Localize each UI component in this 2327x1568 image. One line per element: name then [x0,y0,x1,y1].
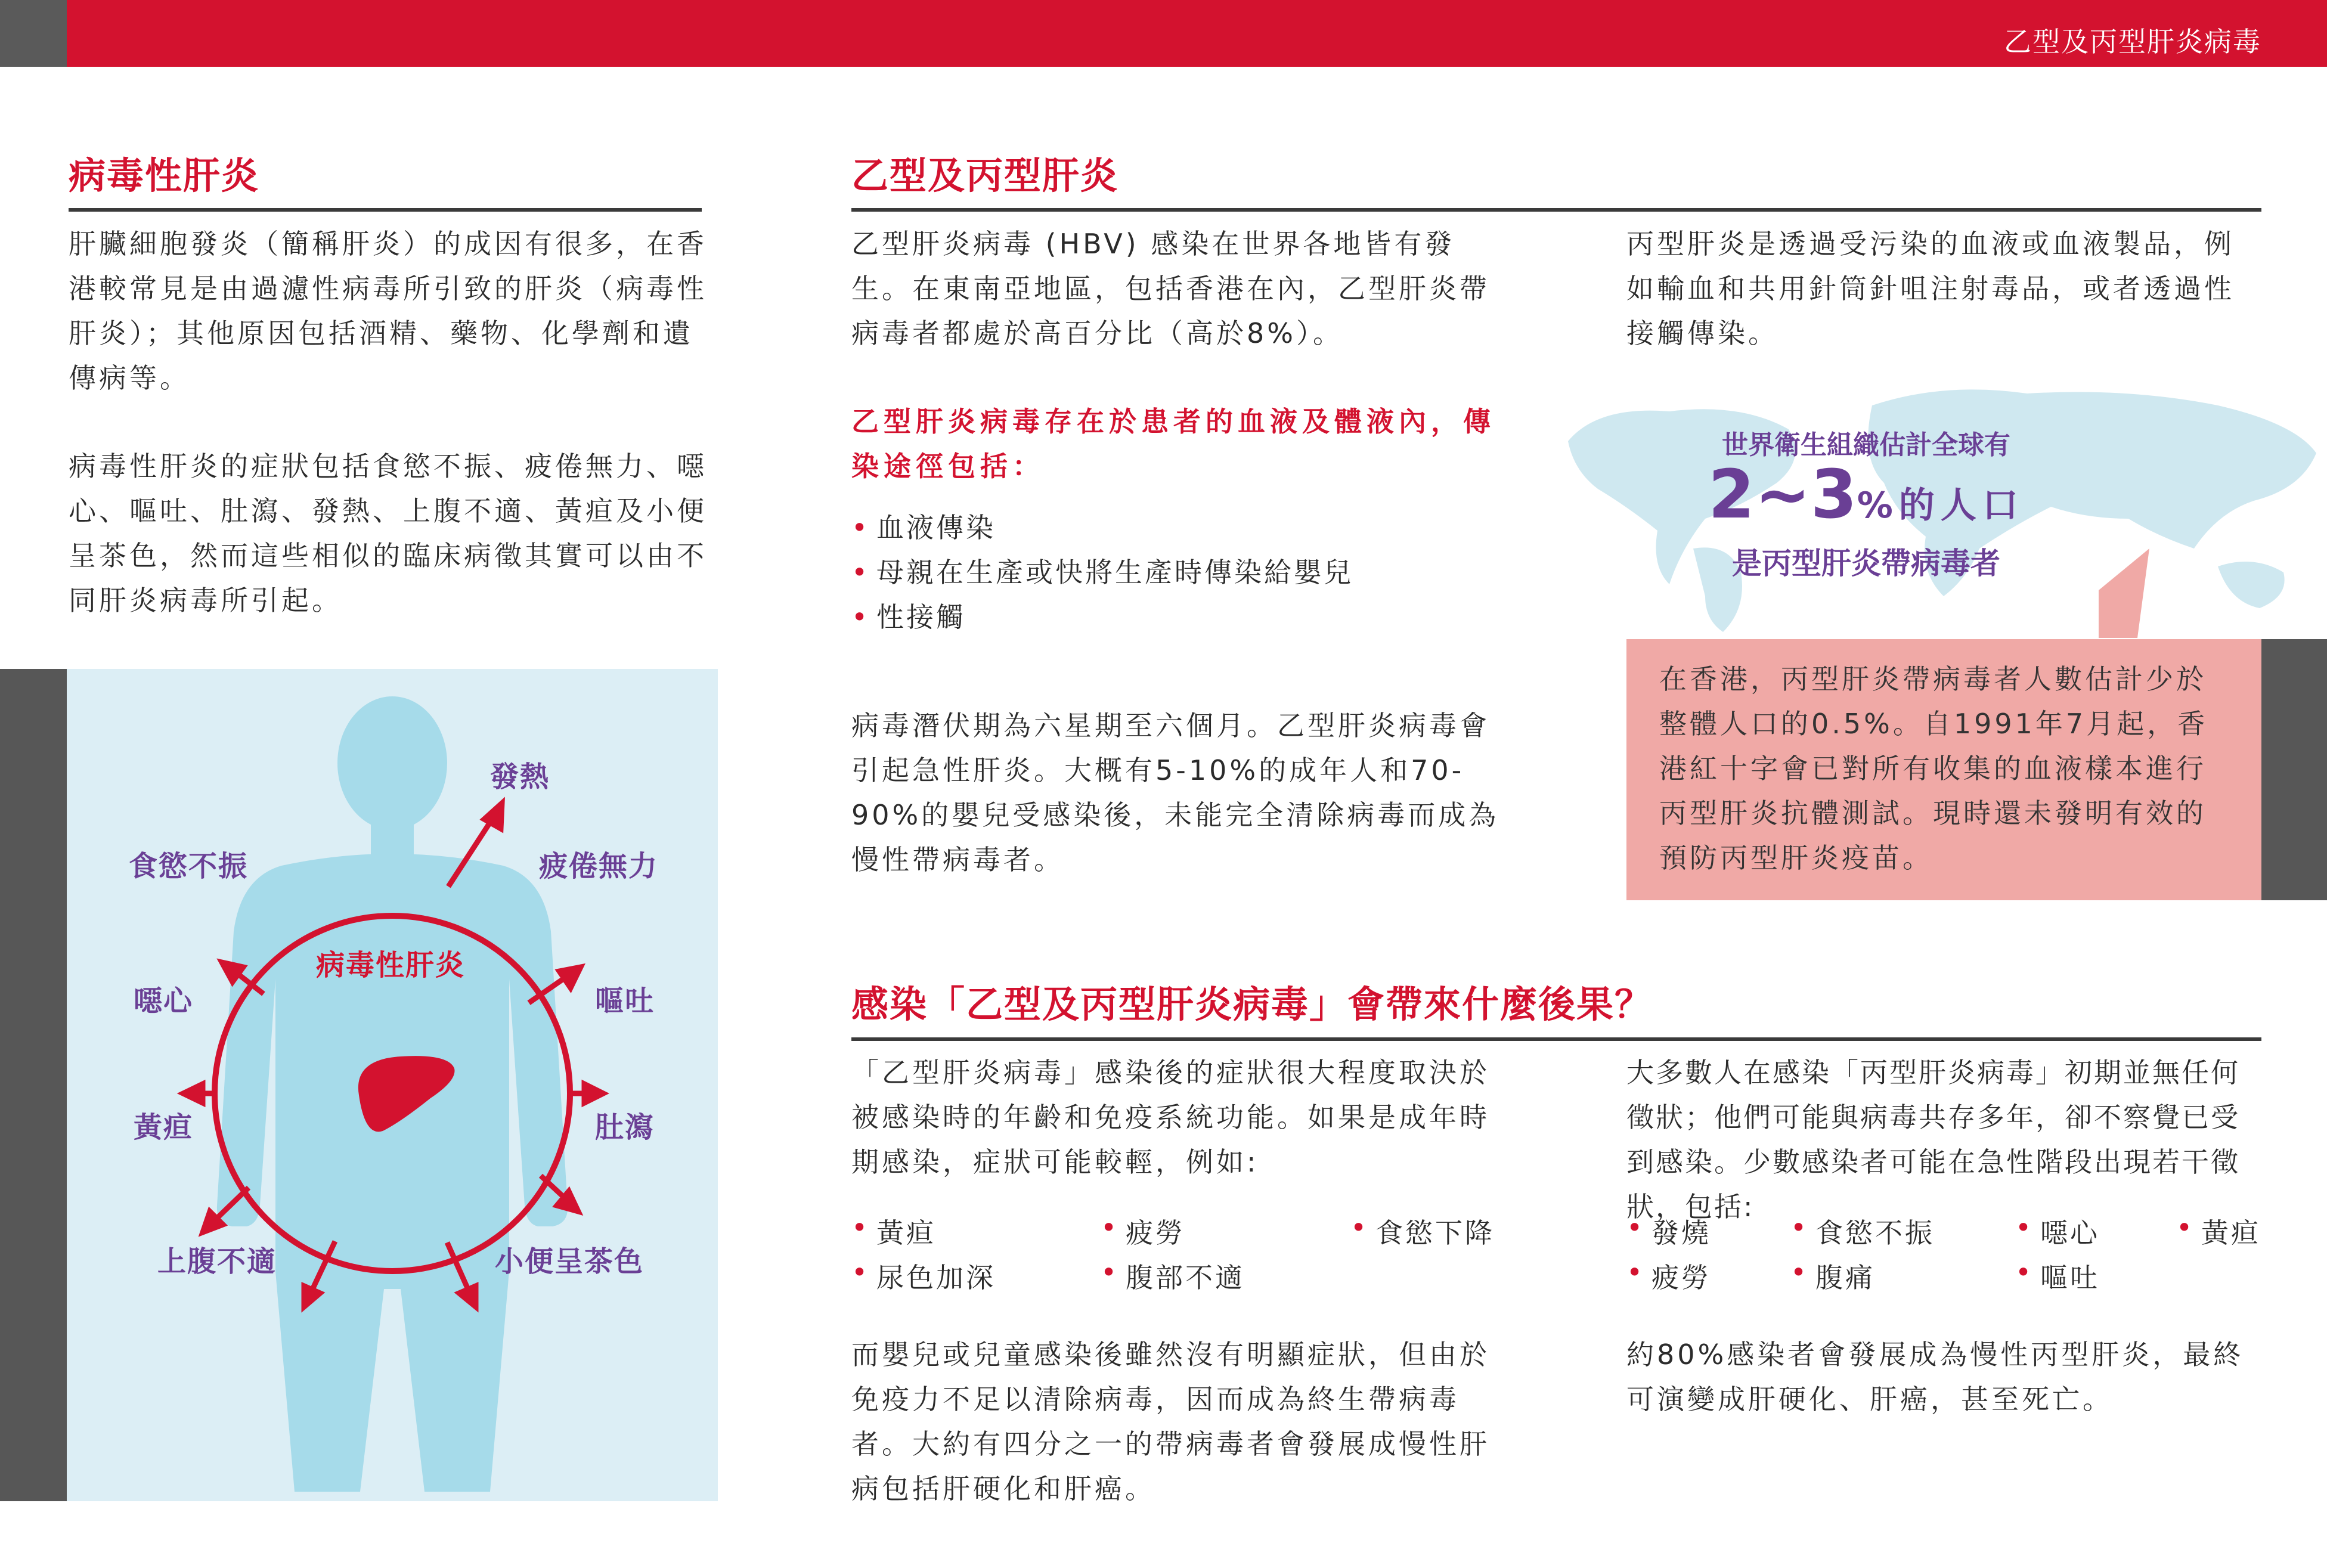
symptom-appetite: 食慾不振 [129,850,249,883]
symptom-vomit: 嘔吐 [595,984,655,1018]
center-label: 病毒性肝炎 [316,949,466,982]
hcv-consequence-outro: 約80%感染者會發展成為慢性丙型肝炎，最終可演變成肝硬化、肝癌，甚至死亡。 [1626,1338,2244,1415]
list-item: • 黃疸 [2176,1211,2261,1251]
col1-para2: 病毒性肝炎的症狀包括食慾不振、疲倦無力、噁心、嘔吐、肚瀉、發熱、上腹不適、黃疸及小便呈茶色，然而這些相似的臨床病徵其實可以由不同肝炎病毒所引起。 [69,450,707,616]
list-item: • 嘔吐 [2015,1256,2100,1296]
header-title: 乙型及丙型肝炎病毒 [2004,26,2261,58]
list-item: • 疲勞 [1626,1256,1711,1296]
hbv-consequence-outro: 而嬰兒或兒童感染後雖然沒有明顯症狀，但由於免疫力不足以清除病毒，因而成為終生帶病毒者。大約有四分之一的帶病毒者會發展成慢性肝病包括肝硬化和肝癌。 [851,1338,1490,1505]
symptom-diarrhea: 肚瀉 [595,1111,655,1144]
hbv-transmission-list [851,506,1507,640]
col2-para2: 病毒潛伏期為六星期至六個月。乙型肝炎病毒會引起急性肝炎。大概有5-10%的成年人和70-90%的嬰兒受感染後，未能完全清除病毒而成為慢性帶病毒者。 [851,709,1499,876]
list-item: • 血液傳染 [851,506,1507,550]
list-item: • 食慾下降 [1350,1211,1495,1251]
symptom-diagram-panel [67,669,718,1501]
list-item: • 噁心 [2015,1211,2100,1251]
col2-para1: 乙型肝炎病毒 (HBV) 感染在世界各地皆有發生。在東南亞地區，包括香港在內，乙型肝炎帶病毒者都處於高百分比（高於8%）。 [851,228,1490,349]
col1-para1: 肝臟細胞發炎（簡稱肝炎）的成因有很多，在香港較常見是由過濾性病毒所引致的肝炎（病毒性肝炎）；其他原因包括酒精、藥物、化學劑和遺傳病等。 [69,228,707,394]
symptom-abdomen: 上腹不適 [157,1245,277,1278]
header-bar [0,0,2327,67]
hk-hcv-info-text: 在香港，丙型肝炎帶病毒者人數估計少於整體人口的0.5%。自1991年7月起，香港紅十字會已對所有收集的血液樣本進行丙型肝炎抗體測試。現時還未發明有效的預防丙型肝炎疫苗。 [1659,663,2208,874]
hcv-consequence-intro: 大多數人在感染「丙型肝炎病毒」初期並無任何徵狀；他們可能與病毒共存多年，卻不察覺已受到感染。少數感染者可能在急性階段出現若干徵狀，包括: [1626,1056,2240,1223]
col2-rule [851,208,2261,212]
body-figure-diagram [67,669,718,1501]
list-item: • 黃疸 [851,1211,936,1251]
list-item: • 性接觸 [851,595,1507,640]
list-item: • 食慾不振 [1790,1211,1935,1251]
hbv-transmission-heading: 乙型肝炎病毒存在於患者的血液及體液內，傳染途徑包括： [851,405,1495,482]
heading-hbv-hcv: 乙型及丙型肝炎 [851,154,1119,197]
consequences-rule [851,1037,2261,1041]
list-item: • 母親在生產或快將生產時傳染給嬰兒 [851,550,1507,595]
list-item: • 發燒 [1626,1211,1711,1251]
hk-hcv-info-box [1626,639,2261,900]
col1-rule [69,208,702,212]
who-estimate-figure [1669,456,2063,534]
list-item: • 尿色加深 [851,1256,996,1296]
list-item: • 腹痛 [1790,1256,1875,1296]
symptom-urine: 小便呈茶色 [495,1245,645,1278]
list-item: • 疲勞 [1101,1211,1185,1251]
heading-viral-hepatitis: 病毒性肝炎 [69,154,260,197]
hbv-consequence-intro: 「乙型肝炎病毒」感染後的症狀很大程度取決於被感染時的年齡和免疫系統功能。如果是成年時期感染，症狀可能較輕，例如: [851,1056,1490,1178]
header-grey-block [0,0,67,67]
right-grey-bar [2261,639,2327,900]
symptom-jaundice: 黃疸 [134,1111,194,1144]
symptom-nausea: 噁心 [134,984,194,1018]
who-estimate-line3: 是丙型肝炎帶病毒者 [1732,546,2000,581]
who-estimate-line1: 世界衛生組織估計全球有 [1722,430,2010,460]
col3-para1: 丙型肝炎是透過受污染的血液或血液製品，例如輸血和共用針筒針咀注射毒品，或者透過性接觸傳染。 [1626,228,2235,349]
heading-consequences: 感染「乙型及丙型肝炎病毒」會帶來什麼後果？ [851,983,1653,1026]
symptom-fatigue: 疲倦無力 [539,850,659,883]
who-estimate-number: 2~3 [1708,456,1857,534]
left-grey-bar [0,669,67,1501]
who-estimate-unit: %的人口 [1857,485,2024,526]
symptom-fever: 發熱 [490,760,550,794]
list-item: • 腹部不適 [1101,1256,1245,1296]
